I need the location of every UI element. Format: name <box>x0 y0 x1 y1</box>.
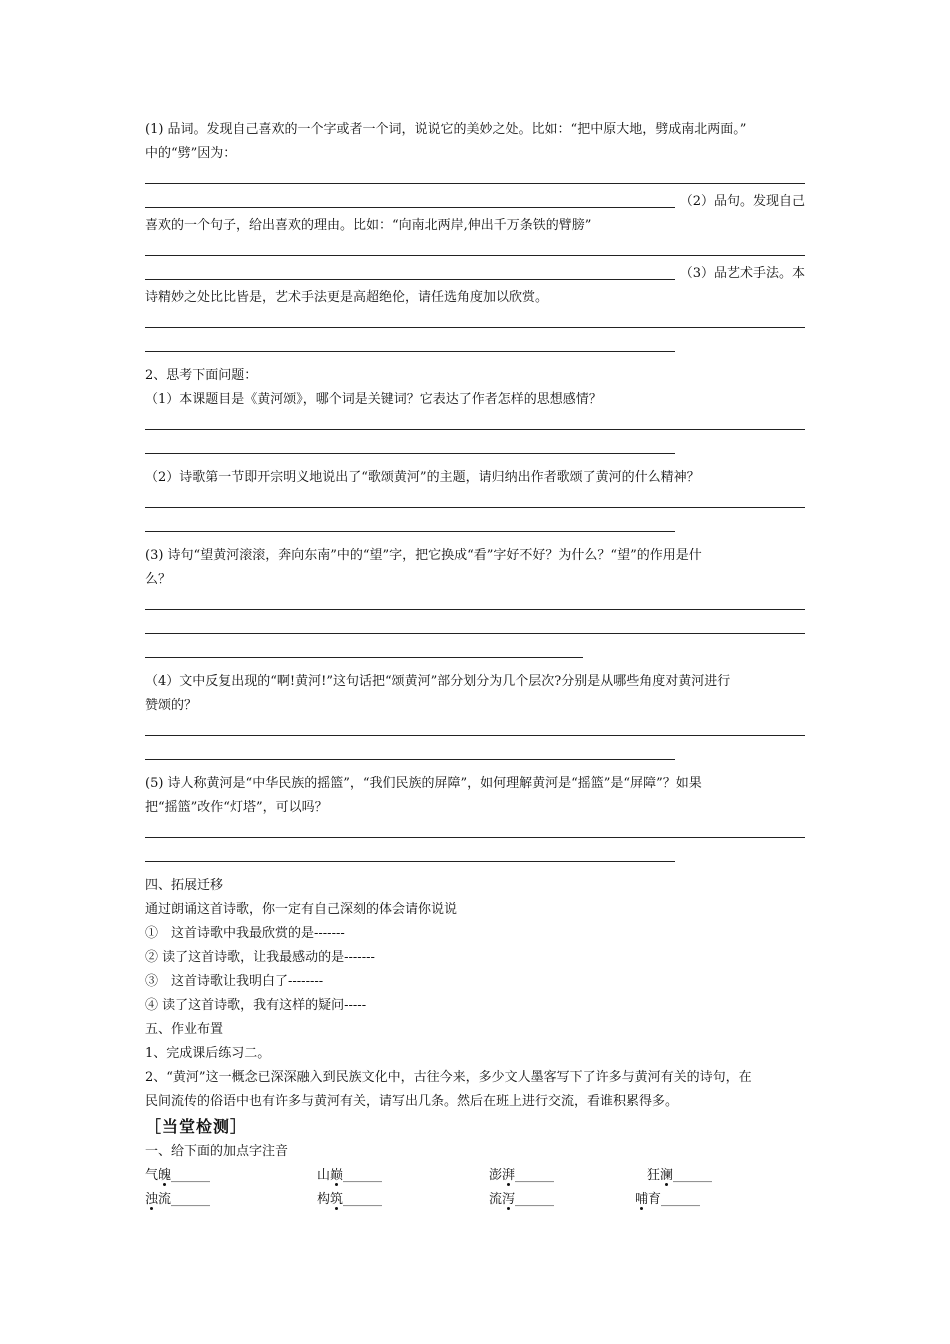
think-q5-line2: 把“摇篮”改作“灯塔”，可以吗？ <box>145 800 328 815</box>
answer-line[interactable] <box>145 261 675 280</box>
section4-item: ② 读了这首诗歌，让我最感动的是------- <box>145 950 375 965</box>
section4-intro: 通过朗诵这首诗歌，你一定有自己深刻的体会请你说说 <box>145 902 458 917</box>
answer-line[interactable] <box>145 310 805 334</box>
pinyin-row-2 <box>145 1188 805 1212</box>
pinyin-item[interactable]: 浊流______ <box>145 1192 211 1207</box>
pinyin-item[interactable]: 哺育______ <box>635 1192 701 1207</box>
answer-line[interactable] <box>145 718 805 742</box>
answer-line[interactable] <box>145 820 805 844</box>
answer-line[interactable] <box>145 436 675 460</box>
answer-line[interactable] <box>145 514 675 538</box>
think-q4-line2: 赞颂的？ <box>145 698 198 713</box>
pinyin-item[interactable]: 山巅______ <box>317 1168 383 1183</box>
pinyin-row-1 <box>145 1164 805 1188</box>
q3-prompt-line2: 诗精妙之处比比皆是，艺术手法更是高超绝伦，请任选角度加以欣赏。 <box>145 290 549 305</box>
think-q1: （1）本课题目是《黄河颂》，哪个词是关键词？它表达了作者怎样的思想感情？ <box>145 392 602 407</box>
answer-line[interactable] <box>145 640 583 664</box>
answer-line[interactable] <box>145 166 805 190</box>
think-q5-line1: (5) 诗人称黄河是“中华民族的摇篮”，“我们民族的屏障”，如何理解黄河是“摇篮”是“屏障”？如果 <box>145 776 702 791</box>
think-q3-line2: 么？ <box>145 572 172 587</box>
section2-title: 2、思考下面问题： <box>145 368 258 383</box>
q2-prompt-line1 <box>145 190 805 214</box>
worksheet-page <box>145 118 805 1212</box>
pinyin-exercise-title: 一、给下面的加点字注音 <box>145 1144 289 1159</box>
q3-prompt-line1 <box>145 262 805 286</box>
in-class-check-heading: ［当堂检测］ <box>145 1117 248 1136</box>
answer-line[interactable] <box>145 334 675 358</box>
think-q2: （2）诗歌第一节即开宗明义地说出了“歌颂黄河”的主题，请归纳出作者歌颂了黄河的什么精神？ <box>145 470 700 485</box>
pinyin-item[interactable]: 气魄______ <box>145 1168 211 1183</box>
q3-prompt-head: （3）品艺术手法。本 <box>679 266 805 281</box>
pinyin-item[interactable]: 澎湃______ <box>489 1168 555 1183</box>
answer-line[interactable] <box>145 616 805 640</box>
answer-line[interactable] <box>145 490 805 514</box>
answer-line[interactable] <box>145 412 805 436</box>
answer-line[interactable] <box>145 592 805 616</box>
homework-1: 1、完成课后练习二。 <box>145 1046 271 1061</box>
q1-prompt-line2: 中的“劈”因为： <box>145 146 237 161</box>
pinyin-item[interactable]: 构筑______ <box>317 1192 383 1207</box>
q2-prompt-line2: 喜欢的一个句子，给出喜欢的理由。比如：“向南北两岸,伸出千万条铁的臂膀” <box>145 218 592 233</box>
section4-item: ① 这首诗歌中我最欣赏的是------- <box>145 926 345 941</box>
answer-line[interactable] <box>145 238 805 262</box>
homework-2-line2: 民间流传的俗语中也有许多与黄河有关，请写出几条。然后在班上进行交流，看谁积累得多。 <box>145 1094 679 1109</box>
answer-line[interactable] <box>145 189 675 208</box>
section4-item: ④ 读了这首诗歌，我有这样的疑问----- <box>145 998 367 1013</box>
section5-title: 五、作业布置 <box>145 1022 224 1037</box>
homework-2-line1: 2、“黄河”这一概念已深深融入到民族文化中，古往今来，多少文人墨客写下了许多与黄河有关的诗句，在 <box>145 1070 752 1085</box>
pinyin-item[interactable]: 狂澜______ <box>647 1168 713 1183</box>
pinyin-item[interactable]: 流泻______ <box>489 1192 555 1207</box>
section4-item: ③ 这首诗歌让我明白了-------- <box>145 974 324 989</box>
section4-title: 四、拓展迁移 <box>145 878 224 893</box>
think-q4-line1: （4）文中反复出现的“啊!黄河!”这句话把“颂黄河”部分划分为几个层次?分别是从哪些角度对黄河进行 <box>145 674 731 689</box>
q2-prompt-head: （2）品句。发现自己 <box>679 194 805 209</box>
think-q3-line1: (3) 诗句“望黄河滚滚，奔向东南”中的“望”字，把它换成“看”字好不好？为什么？“望”的作用是什 <box>145 548 702 563</box>
answer-line[interactable] <box>145 844 675 868</box>
answer-line[interactable] <box>145 742 675 766</box>
q1-prompt-line1: (1) 品词。发现自己喜欢的一个字或者一个词，说说它的美妙之处。比如：“把中原大地，劈成南北两面。” <box>145 122 747 137</box>
